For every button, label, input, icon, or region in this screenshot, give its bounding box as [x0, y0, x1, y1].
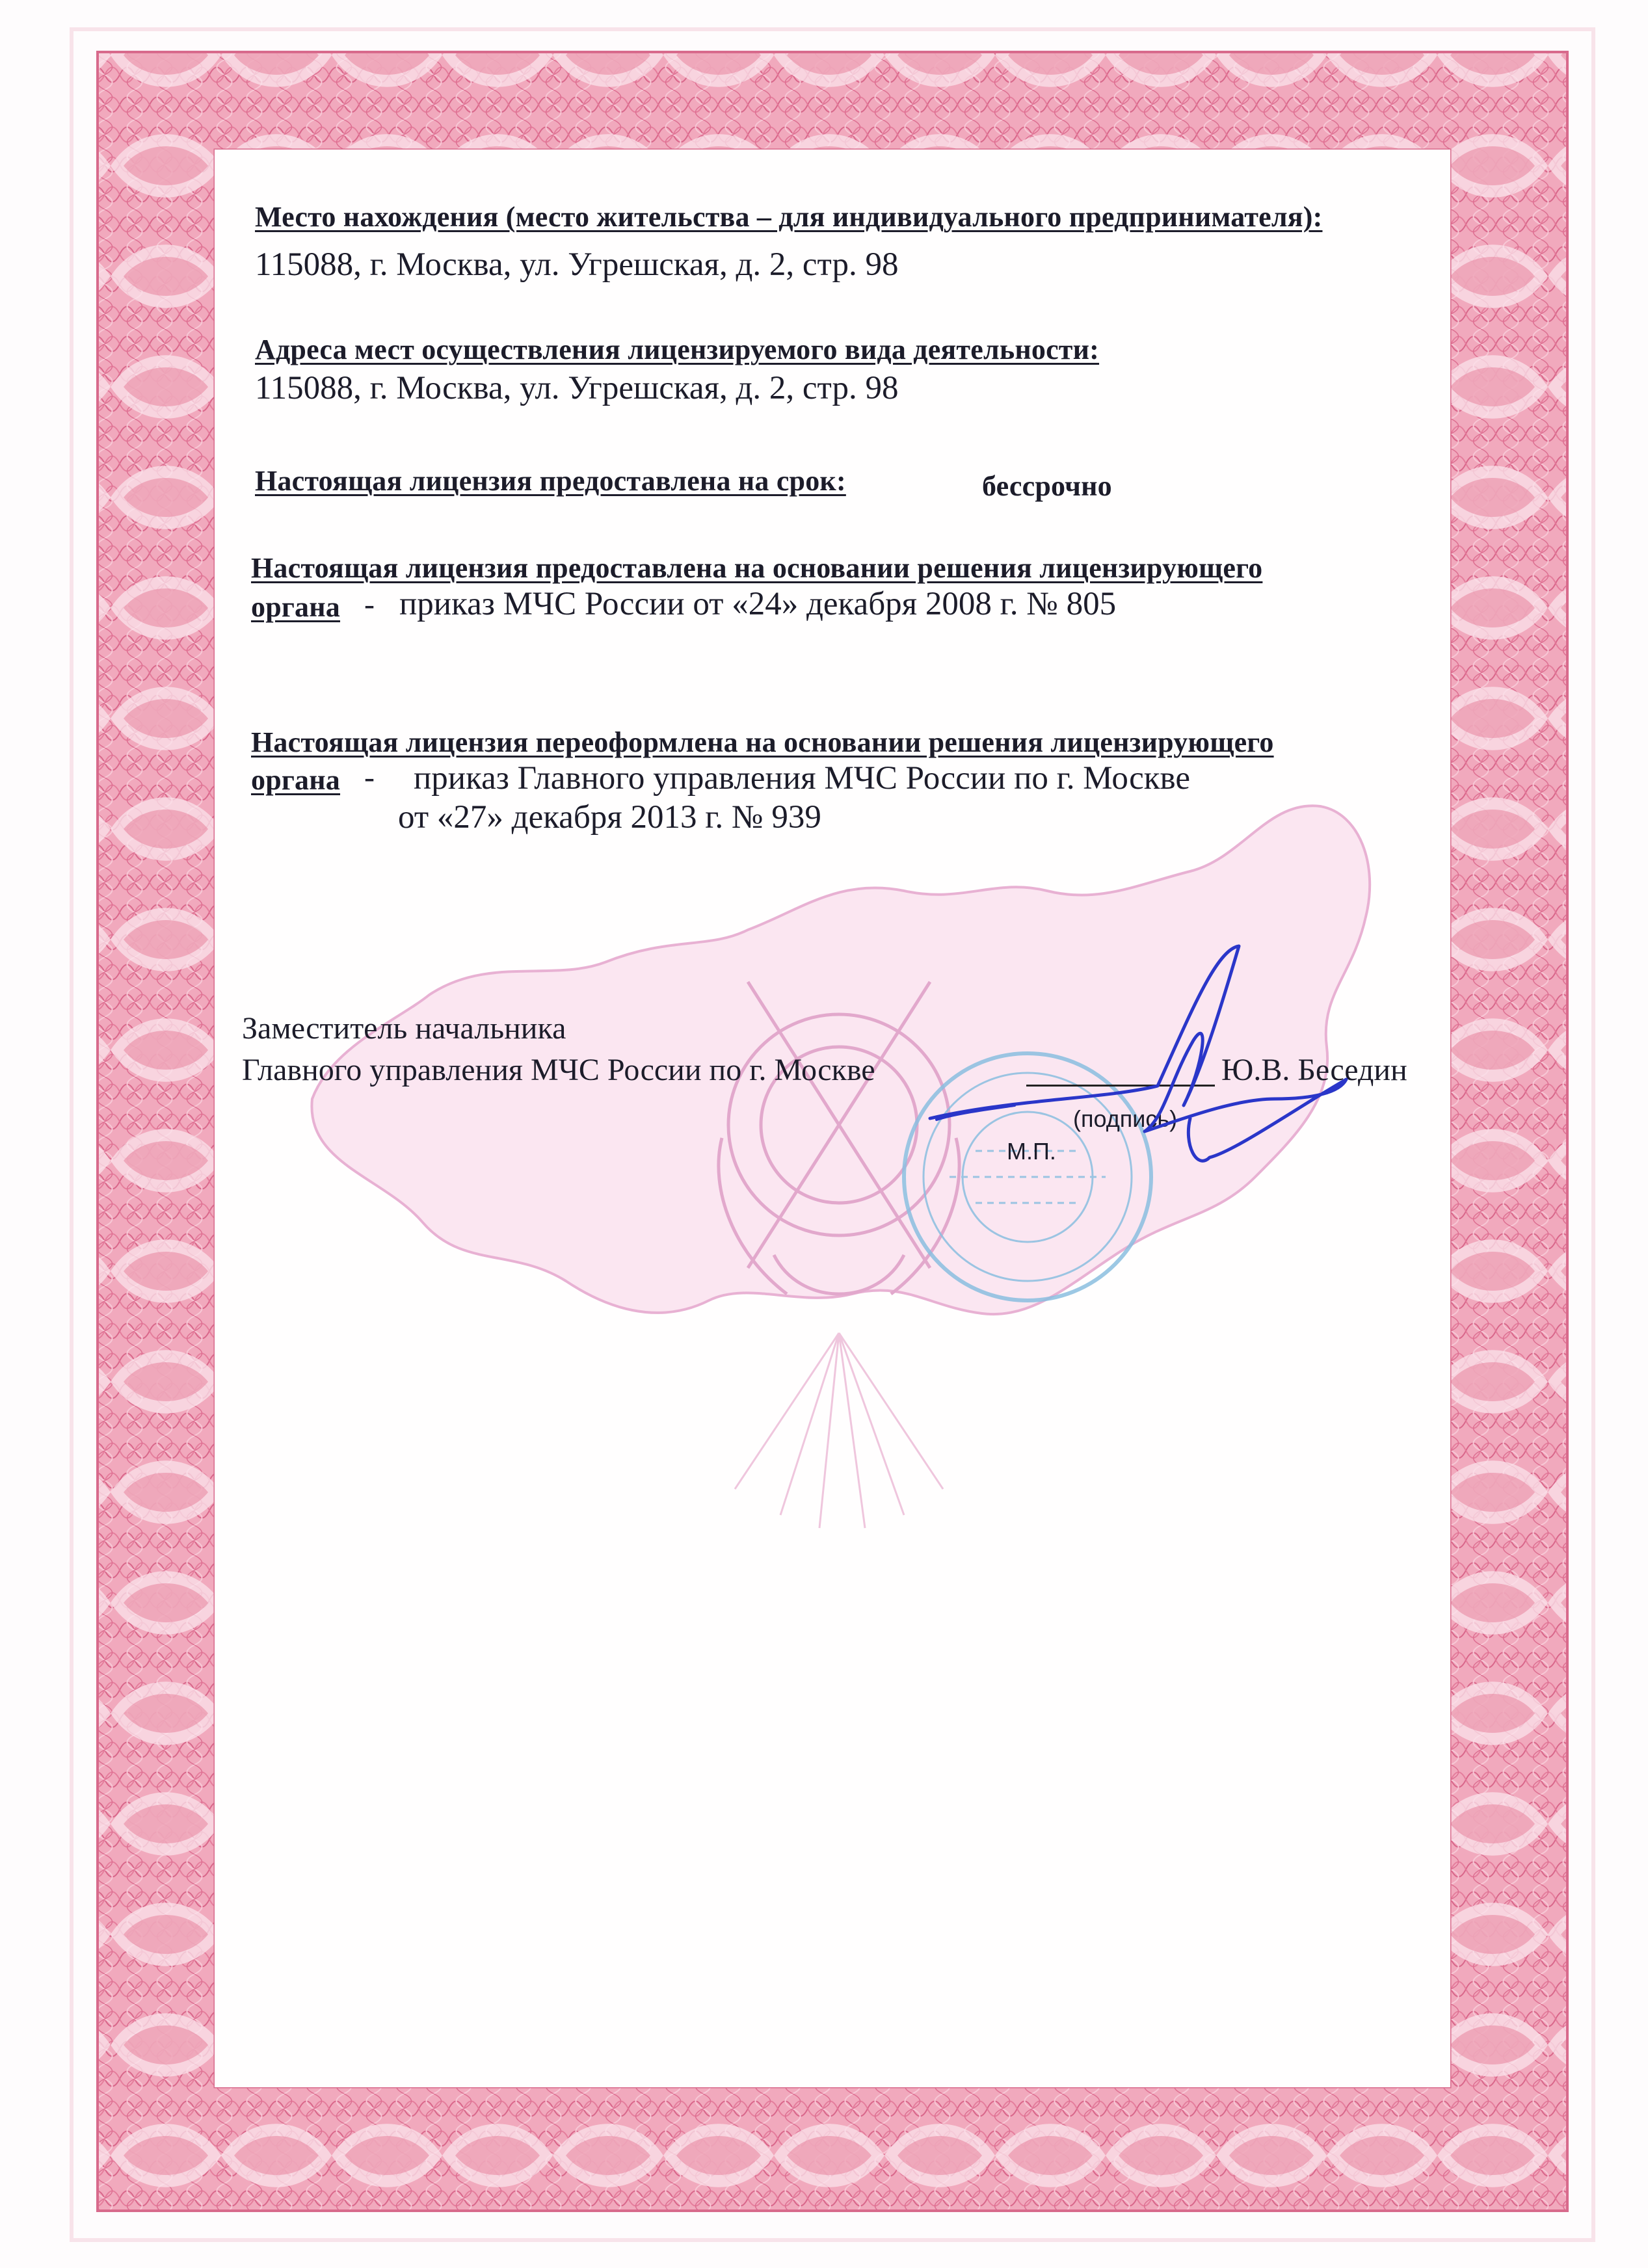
granted-basis-value: приказ МЧС России от «24» декабря 2008 г. № 805	[399, 586, 1117, 622]
granted-basis-dash: -	[364, 587, 375, 622]
reissued-basis-value-line2: от «27» декабря 2013 г. № 939	[398, 799, 821, 836]
granted-basis-heading-line1: Настоящая лицензия предоставлена на основании решения лицензирующего	[251, 552, 1263, 584]
reissued-basis-dash: -	[364, 760, 375, 795]
term-heading: Настоящая лицензия предоставлена на срок:	[255, 465, 846, 497]
activity-addresses-heading: Адреса мест осуществления лицензируемого вида деятельности:	[255, 334, 1100, 365]
reissued-basis-heading-line2: органа	[251, 764, 341, 796]
seal-caption: М.П.	[1007, 1138, 1056, 1165]
signature-caption: (подпись)	[1073, 1105, 1178, 1132]
location-value: 115088, г. Москва, ул. Угрешская, д. 2, стр. 98	[255, 246, 899, 283]
signatory-name: Ю.В. Беседин	[1221, 1053, 1407, 1087]
location-heading: Место нахождения (место жительства – для индивидуального предпринимателя):	[255, 201, 1323, 233]
term-value: бессрочно	[982, 470, 1112, 502]
signatory-title-line2: Главного управления МЧС России по г. Москве	[242, 1053, 875, 1087]
signatory-title-line1: Заместитель начальника	[242, 1011, 566, 1046]
granted-basis-heading-line2: органа	[251, 591, 341, 623]
reissued-basis-value-line1: приказ Главного управления МЧС России по г. Москве	[414, 760, 1190, 797]
activity-addresses-value: 115088, г. Москва, ул. Угрешская, д. 2, стр. 98	[255, 370, 899, 406]
reissued-basis-heading-line1: Настоящая лицензия переоформлена на основании решения лицензирующего	[251, 726, 1274, 758]
